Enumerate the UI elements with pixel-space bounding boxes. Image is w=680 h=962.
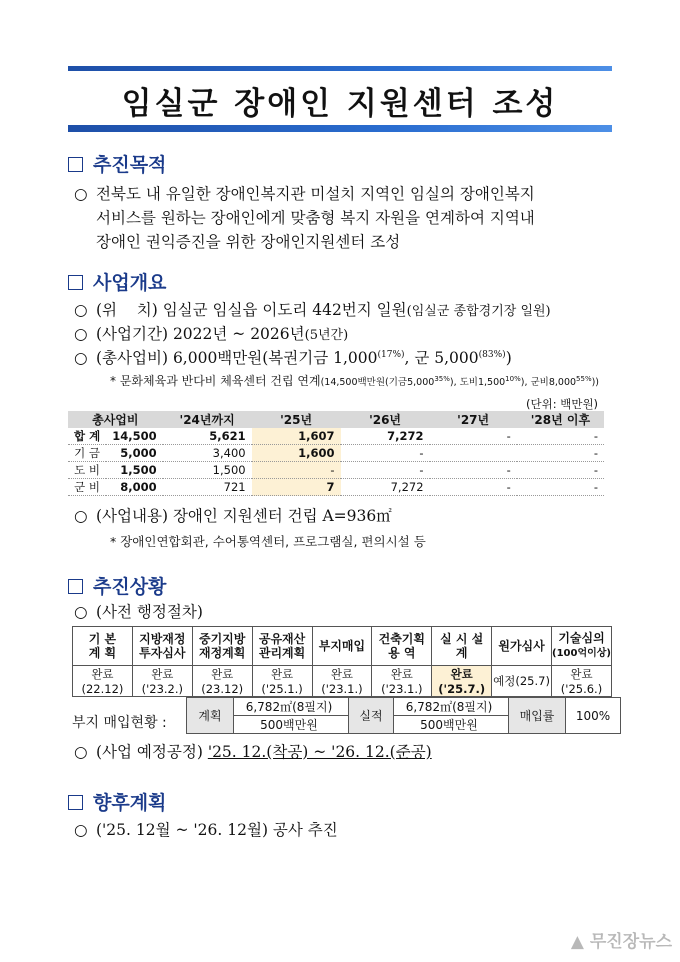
budget-header: '28년 이후 <box>517 411 604 428</box>
plan-line: ○ ('25. 12월 ~ '26. 12월) 공사 추진 <box>74 821 338 839</box>
land-purchase-table <box>186 697 621 734</box>
unit-label: (단위: 백만원) <box>526 397 599 411</box>
table-row <box>68 479 604 496</box>
cell-y24: 1,500 <box>163 462 252 479</box>
watermark-logo: ▲ 무진장뉴스 <box>570 932 672 952</box>
plan-area: 6,782㎡(8필지) <box>234 698 349 716</box>
page-title: 임실군 장애인 지원센터 조성 <box>121 86 559 122</box>
proc-head: 실 시 설 계 <box>432 627 492 666</box>
cell-y28: - <box>517 428 604 445</box>
actual-area: 6,782㎡(8필지) <box>394 698 509 716</box>
location-line: ○ (위 치) 임실군 임실읍 이도리 442번지 일원(임실군 종합경기장 일원) <box>74 301 551 319</box>
cell-y27 <box>430 445 517 462</box>
plan-cost: 500백만원 <box>234 716 349 734</box>
cell-y27: - <box>430 462 517 479</box>
table-row <box>68 462 604 479</box>
plan-label: 계획 <box>187 698 234 734</box>
table-row <box>187 698 621 716</box>
cell-y25: 1,607 <box>252 428 341 445</box>
row-label: 기 금 <box>68 445 106 462</box>
cost-note: * 문화체육과 반다비 체육센터 건립 연계(14,500백만원(기금$5,000^{35\%}$), 도비$1,500^{10\%}$), 군비$8,000^{55\%}$)) <box>110 374 600 388</box>
proc-val: 예정(25.7) <box>492 666 552 697</box>
row-label: 도 비 <box>68 462 106 479</box>
proc-val: 완료('25.6.) <box>552 666 612 697</box>
cell-y25: - <box>252 462 341 479</box>
cell-y25: 1,600 <box>252 445 341 462</box>
procedure-value-row <box>73 666 612 697</box>
land-purchase-label: 부지 매입현황 : <box>72 715 167 731</box>
rate-label: 매입률 <box>509 698 566 734</box>
cell-y24: 3,400 <box>163 445 252 462</box>
cell-y28: - <box>517 462 604 479</box>
proc-val: 완료('23.1.) <box>372 666 432 697</box>
title-bottom-rule <box>68 125 612 132</box>
procedure-table <box>72 626 612 697</box>
row-label: 합 계 <box>68 428 106 445</box>
proc-head: 중기지방 재정계획 <box>192 627 252 666</box>
proc-head: 지방재정 투자심사 <box>132 627 192 666</box>
cell-y27: - <box>430 479 517 496</box>
cost-line: ○ (총사업비) 6,000백만원(복권기금 $1,000^{(17\%)}$, 군 $5,000^{(83\%)}$) <box>74 349 512 367</box>
budget-header: '24년까지 <box>163 411 252 428</box>
cell-y26: 7,272 <box>341 428 430 445</box>
content-line: ○ (사업내용) 장애인 지원센터 건립 A=936㎡ <box>74 507 392 525</box>
budget-header: 총사업비 <box>68 411 163 428</box>
proc-val: 완료(23.12) <box>192 666 252 697</box>
purpose-line-1: ○ 전북도 내 유일한 장애인복지관 미설치 지역인 임실의 장애인복지 <box>74 185 535 203</box>
cell-y26: - <box>341 462 430 479</box>
row-label: 군 비 <box>68 479 106 496</box>
square-bullet-icon <box>68 157 83 172</box>
proc-val: 완료('23.2.) <box>132 666 192 697</box>
section-heading-plan: 향후계획 <box>68 788 166 815</box>
purpose-line-3: 장애인 권익증진을 위한 장애인지원센터 조성 <box>96 233 401 251</box>
cell-y27: - <box>430 428 517 445</box>
schedule-line: ○ (사업 예정공정) '25. 12.(착공) ~ '26. 12.(준공) <box>74 743 432 761</box>
cell-y24: 5,621 <box>163 428 252 445</box>
proc-val: 완료('23.1.) <box>312 666 372 697</box>
proc-head: 기술심의 (100억이상) <box>552 627 612 666</box>
procedure-header-row <box>73 627 612 666</box>
cell-y26: - <box>341 445 430 462</box>
cell-total: 14,500 <box>106 428 162 445</box>
proc-head: 원가심사 <box>492 627 552 666</box>
actual-cost: 500백만원 <box>394 716 509 734</box>
budget-header-row <box>68 411 604 428</box>
cell-y25: 7 <box>252 479 341 496</box>
cell-total: 8,000 <box>106 479 162 496</box>
proc-head: 부지매입 <box>312 627 372 666</box>
square-bullet-icon <box>68 795 83 810</box>
actual-label: 실적 <box>349 698 394 734</box>
cell-y28: - <box>517 445 604 462</box>
cell-total: 1,500 <box>106 462 162 479</box>
square-bullet-icon <box>68 275 83 290</box>
budget-header: '27년 <box>430 411 517 428</box>
budget-header: '25년 <box>252 411 341 428</box>
admin-procedure-line: ○ (사전 행정절차) <box>74 603 203 621</box>
budget-header: '26년 <box>341 411 430 428</box>
content-note: * 장애인연합회관, 수어통역센터, 프로그램실, 편의시설 등 <box>110 534 426 549</box>
table-row <box>68 445 604 462</box>
section-heading-status: 추진상황 <box>68 572 166 599</box>
cell-total: 5,000 <box>106 445 162 462</box>
cell-y24: 721 <box>163 479 252 496</box>
cell-y26: 7,272 <box>341 479 430 496</box>
period-line: ○ (사업기간) 2022년 ~ 2026년(5년간) <box>74 325 349 343</box>
title-banner <box>68 66 612 132</box>
cell-y28: - <box>517 479 604 496</box>
proc-head: 건축기획 용 역 <box>372 627 432 666</box>
table-row <box>68 428 604 445</box>
purpose-line-2: 서비스를 원하는 장애인에게 맞춤형 복지 자원을 연계하여 지역내 <box>96 209 535 227</box>
mountain-icon: ▲ <box>570 932 584 952</box>
proc-val: 완료('25.1.) <box>252 666 312 697</box>
proc-val: 완료('25.7.) <box>432 666 492 697</box>
proc-val: 완료(22.12) <box>73 666 133 697</box>
square-bullet-icon <box>68 579 83 594</box>
rate-value: 100% <box>566 698 621 734</box>
section-heading-overview: 사업개요 <box>68 268 166 295</box>
proc-head: 기 본 계 획 <box>73 627 133 666</box>
proc-head: 공유재산 관리계획 <box>252 627 312 666</box>
title-top-rule <box>68 66 612 71</box>
budget-table <box>68 411 604 496</box>
section-heading-purpose: 추진목적 <box>68 150 166 177</box>
